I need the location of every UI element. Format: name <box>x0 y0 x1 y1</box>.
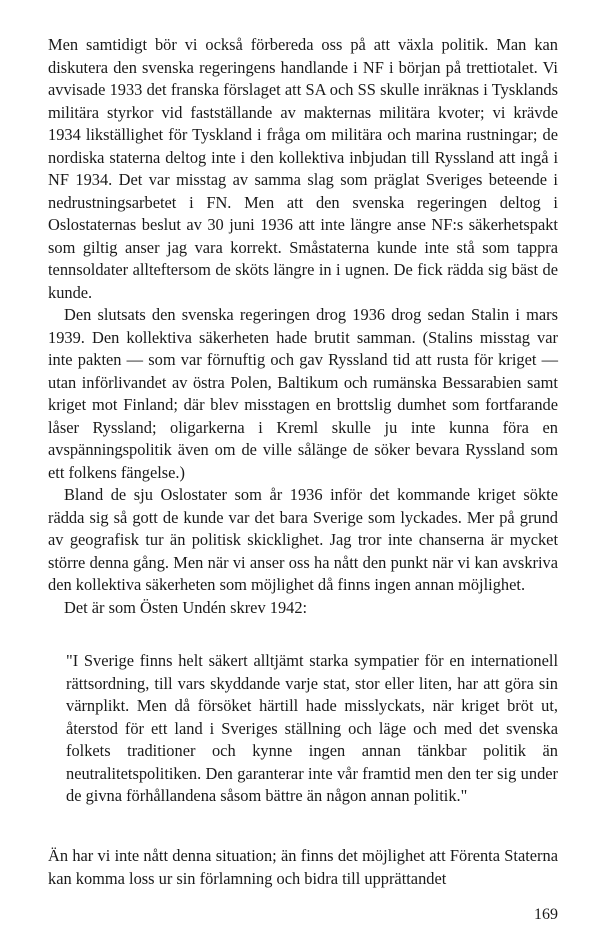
closing-paragraph: Än har vi inte nått denna situation; än finns det möjlighet att Förenta Staterna kan komma loss ur sin förlamning och bidra till upprättandet <box>48 846 558 888</box>
page-number: 169 <box>534 906 558 923</box>
paragraph-3: Bland de sju Oslostater som år 1936 inför det kommande kriget sökte rädda sig så gott de kunde var det bara Sverige som lyckades. Mer på grund av geografisk tur än politisk skicklighet. Jag tror inte chanserna är mycket större denna gång. Men när vi anser oss ha nått den punkt när vi kan avskriva den kollektiva säkerheten som möjlighet då finns ingen annan möjlighet. <box>48 485 558 594</box>
quote-text: "I Sverige finns helt säkert alltjämt starka sympatier för en internationell rättsordning, till vars skyddande varje stat, stor eller liten, har att göra sin värnplikt. Men då försöket härtill hade misslyckats, när kriget bröt ut, återstod för ett land i Sveriges ställning och läge och med det svenska folkets traditioner och kynne ingen annan tänkbar politik än neutralitetspolitiken. Den garanterar inte vår framtid men den ter sig under de givna förhållandena såsom bättre än någon annan politik." <box>66 651 558 805</box>
paragraph-1: Men samtidigt bör vi också förbereda oss på att växla politik. Man kan diskutera den svenska regeringens handlande i NF i början på trettiotalet. Vi avvisade 1933 det franska förslaget att SA och SS skulle inräknas i Tysklands militära styrkor vid fastställande av makternas militära kvoter; vi krävde 1934 likställighet för Tyskland i fråga om militära och marina rustningar; de nordiska staterna deltog inte i den kollektiva inbjudan till Ryssland att ingå i NF 1934. Det var misstag av samma slag som präglat Sveriges beteende i nedrustningsarbetet i FN. Men att den svenska regeringen deltog i Oslostaternas beslut av 30 juni 1936 att inte längre anse NF:s säkerhetspakt som giltig anser jag vara korrekt. Småstaterna kunde inte stå som tappra tennsoldater allteftersom de sköts längre in i ugnen. De fick rädda sig bäst de kunde. <box>48 35 558 302</box>
body-text-bottom <box>48 845 558 890</box>
body-text-top <box>48 34 558 619</box>
paragraph-2: Den slutsats den svenska regeringen drog 1936 drog sedan Stalin i mars 1939. Den kollektiva säkerheten hade brutit samman. (Stalins misstag var inte pakten — som var förnuftig och gav Ryssland tid att rusta för kriget — utan införlivandet av östra Polen, Baltikum och rumänska Bessarabien samt kriget mot Finland; där blev misstagen en brottslig dumhet som fortfarande låser Ryssland; oligarkerna i Kreml skulle ju inte kunna föra en avspänningspolitik även om de ville sålänge de söker bevara Ryssland som ett folkens fängelse.) <box>48 305 558 482</box>
paragraph-4: Det är som Östen Undén skrev 1942: <box>64 597 308 617</box>
block-quote <box>66 650 558 808</box>
